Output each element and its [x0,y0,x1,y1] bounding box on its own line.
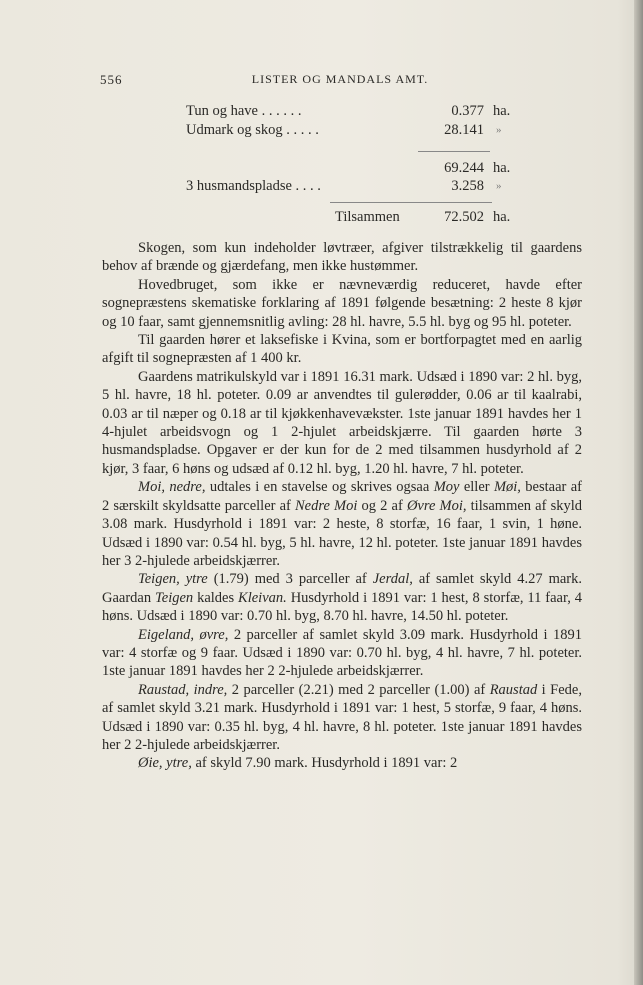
paragraph [102,754,582,772]
paragraph [102,626,582,681]
ditto-mark: » [496,124,502,136]
text-run: tilsammen af skyld 3.08 mark. Husdyrhold i 1891 var: 2 heste, 8 storfæ, 16 faar, 1 svin, 1 høne. Udsæd i 1890 var: 0.54 hl. byg, 5 hl. havre, 12 hl. poteter. 1ste januar 1891 havdes her 3 2-hjulede arbeidskjærrer. [102,497,582,569]
total-rule [330,202,492,203]
italic-name: Raustad, indre, [138,681,228,698]
text-run: 2 parceller (2.21) med 2 parceller (1.00) af [227,681,490,698]
area-row [100,160,580,178]
italic-name: Teigen [155,589,194,606]
body-text [102,239,582,773]
area-value: 69.244 [444,160,484,176]
running-title: LISTER OG MANDALS AMT. [251,72,429,86]
italic-name: Moy [433,479,460,496]
italic-name: Nedre Moi [295,497,358,514]
paragraph [102,478,582,570]
paragraph [102,368,582,478]
italic-name: Raustad [489,681,538,698]
italic-name: Møi, [493,479,521,496]
paragraph [102,570,582,625]
italic-name: Moi, nedre, [138,479,206,496]
text-run: Hovedbruget, som ikke er nævneværdig reduceret, havde efter sognepræstens skematiske forklaring af 1891 følgende besætning: 2 heste 8 kjør og 10 faar, samt gjennemsnitlig avling: 28 hl. havre, 5.5 hl. byg og 95 hl. poteter. [102,276,582,330]
paragraph [102,681,582,755]
paragraph [102,276,582,331]
area-value: 28.141 [444,122,484,138]
area-unit: ha. [493,209,511,225]
area-row [100,103,580,121]
area-unit: ha. [493,160,511,176]
page-edge-shadow [634,0,643,985]
text-run: i Fede, af samlet skyld 3.21 mark. Husdyrhold i 1891 var: 1 hest, 5 storfæ, 9 faar, 4 høns. Udsæd i 1890 var: 0.35 hl. byg, 4 hl. havre, 8 hl. poteter. 1ste januar 1891 havdes her 2 2-hjulede arbeidskjærrer. [102,681,582,753]
paragraph [102,331,582,368]
text-run: af samlet skyld 4.27 mark. Gaardan [102,571,582,606]
area-label: 3 husmandspladse . . . . [186,178,321,194]
text-run: bestaar af 2 særskilt skyldsatte parceller af [102,479,582,514]
total-value: 72.502 [444,209,484,225]
text-run: Skogen, som kun indeholder løvtræer, afgiver tilstrækkelig til gaardens behov af brænde og gjærdefang, men ikke hustømmer. [102,240,582,275]
area-row [100,122,580,140]
italic-name: Jerdal, [372,571,413,588]
area-row-total [100,209,580,227]
area-value: 3.258 [451,178,484,194]
italic-name: Øvre Moi, [406,497,467,514]
text-run: Husdyrhold i 1891 var: 1 hest, 8 storfæ, 11 faar, 4 høns. Udsæd i 1890 var: 0.70 hl. byg, 8.70 hl. havre, 14.50 hl. poteter. [102,589,583,625]
area-row [100,178,580,196]
italic-name: Teigen, ytre [138,571,208,588]
italic-name: Eigeland, øvre, [138,626,229,643]
paragraph [102,239,582,276]
sum-rule [418,151,490,152]
area-label: Udmark og skog . . . . . [186,122,319,138]
text-run: kaldes [193,589,239,606]
text-run: eller [459,479,494,496]
area-label: Tun og have . . . . . . [186,103,302,119]
area-unit: ha. [493,103,511,119]
total-label: Tilsammen [335,209,400,225]
text-run: og 2 af [357,497,407,514]
text-run: af skyld 7.90 mark. Husdyrhold i 1891 var: 2 [191,755,458,772]
text-run: 2 parceller af samlet skyld 3.09 mark. Husdyrhold i 1891 var: 4 storfæ og 9 faar. Udsæd i 1890 var: 0.70 hl. byg, 4 hl. havre, 7 hl. poteter. 1ste januar 1891 havdes her 2 2-hjulede arbeidskjærrer. [102,626,583,680]
italic-name: Øie, ytre, [138,755,192,772]
area-value: 0.377 [451,103,484,119]
text-run: Gaardens matrikulskyld var i 1891 16.31 mark. Udsæd i 1890 var: 2 hl. byg, 5 hl. havre, 18 hl. poteter. 0.09 ar anvendtes til gulerødder, 0.06 ar til kaalrabi, 0.03 ar til næper og 0.18 ar til kjøkkenhavevækster. 1ste januar 1891 havdes her 1 4-hjulet arbeidsvogn og 1 2-hjulet arbeidskjærre. Til gaarden hørte 3 husmandspladse. Opgaver er der kun for de 2 med tilsammen husdyrhold af 2 kjør, 3 faar, 6 høns og udsæd af 0.12 hl. byg, 1.20 hl. havre, 7 hl. poteter. [102,368,582,477]
italic-name: Kleivan. [238,589,287,606]
ditto-mark: » [496,180,502,192]
text-run: Til gaarden hører et laksefiske i Kvina, som er bortforpagtet med en aarlig afgift til sognepræsten af 1 400 kr. [102,332,582,367]
text-run: udtales i en stavelse og skrives ogsaa [205,479,434,496]
page-number: 556 [100,72,123,87]
text-run: (1.79) med 3 parceller af [207,571,373,588]
